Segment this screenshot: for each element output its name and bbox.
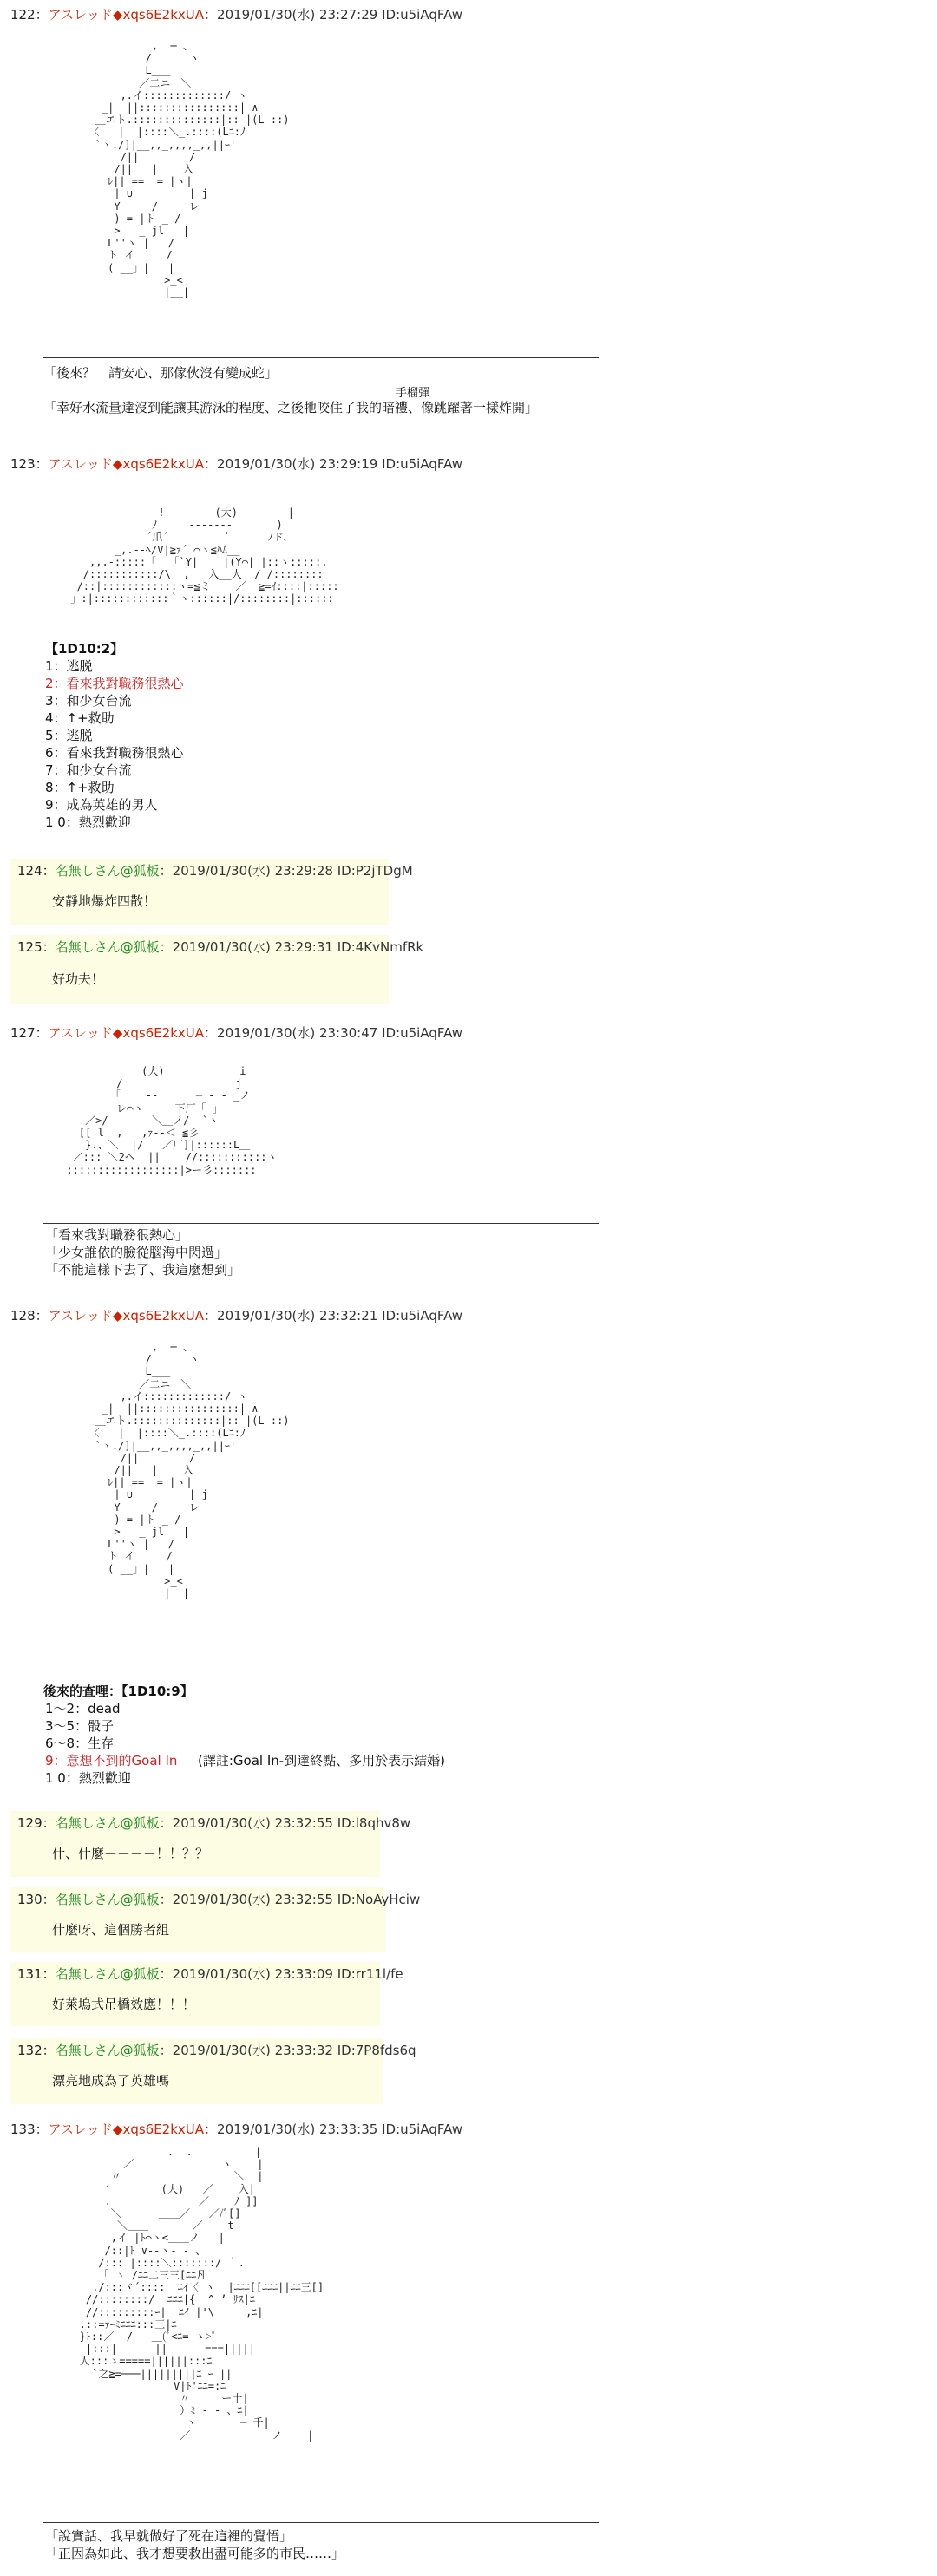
- post-number[interactable]: 125：: [17, 939, 56, 955]
- roll-option: 1～2：dead: [45, 1701, 121, 1716]
- post-line: 「說實話、我早就做好了死在這裡的覺悟」: [45, 2528, 293, 2544]
- post-number[interactable]: 124：: [17, 863, 56, 879]
- post-number[interactable]: 123：: [10, 456, 49, 472]
- poster-name: アスレッド: [48, 7, 113, 23]
- post-line: 「正因為如此、我才想要救出盡可能多的市民……」: [45, 2546, 345, 2561]
- post-number[interactable]: 133：: [10, 2122, 49, 2137]
- poster-trip: ◆xqs6E2kxUA: [112, 7, 205, 23]
- post-meta: ：2019/01/30(水) 23:29:28 ID:P2jTDgM: [159, 863, 413, 879]
- post-line: 「不能這樣下去了、我這麼想到」: [45, 1262, 241, 1278]
- post-line: 「看來我對職務很熱心」: [45, 1227, 189, 1243]
- roll-option: 5：逃脱: [45, 728, 93, 743]
- roll-option: 2：看來我對職務很熱心: [45, 676, 184, 691]
- post-meta: ：2019/01/30(水) 23:29:19 ID:u5iAqFAw: [204, 456, 463, 472]
- roll-option: 3～5：骰子: [45, 1718, 115, 1734]
- roll-option: 1 0：熱烈歡迎: [45, 814, 131, 830]
- roll-option: 8：↑+救助: [45, 780, 115, 795]
- post-number[interactable]: 130：: [17, 1892, 56, 1907]
- post-number[interactable]: 129：: [17, 1815, 56, 1831]
- dice-roll: 【1D10:2】: [45, 641, 124, 657]
- post-body: 好功夫！: [52, 971, 105, 987]
- poster-name: アスレッド: [48, 1308, 113, 1324]
- roll-option: 6～8：生存: [45, 1736, 115, 1751]
- divider: [43, 357, 599, 358]
- post-124: [10, 859, 413, 925]
- roll-option: 9：成為英雄的男人: [45, 797, 158, 813]
- post-body: 什麼呀、這個勝者組: [52, 1922, 170, 1938]
- post-meta: ：2019/01/30(水) 23:33:09 ID:rr11l/fe: [159, 1966, 403, 1982]
- post-meta: ：2019/01/30(水) 23:33:32 ID:7P8fds6q: [159, 2043, 416, 2058]
- post-header: [10, 456, 462, 472]
- post-line: 「幸好水流量達沒到能讓其游泳的程度、之後牠咬住了我的暗禮、像跳躍著一樣炸開」: [43, 400, 539, 415]
- roll-option: 4：↑+救助: [45, 710, 115, 726]
- post-number[interactable]: 128：: [10, 1308, 49, 1324]
- post-meta: ：2019/01/30(水) 23:27:29 ID:u5iAqFAw: [204, 7, 463, 23]
- post-header: [10, 1308, 462, 1324]
- roll-option: 1：逃脱: [45, 658, 93, 674]
- poster-name: 名無しさん@狐板: [55, 2043, 160, 2058]
- post-header: [17, 1815, 410, 1831]
- post-129: [10, 1811, 411, 1877]
- post-body: 好萊塢式吊橋效應！！！: [52, 1997, 196, 2012]
- post-meta: ：2019/01/30(水) 23:33:35 ID:u5iAqFAw: [204, 2122, 463, 2137]
- post-header: [10, 7, 462, 23]
- post-header: [17, 1892, 420, 1907]
- poster-name: 名無しさん@狐板: [55, 863, 160, 879]
- ascii-art: (大) i / j 「 ‐‐ ─ ‐ ‐ _ノ レ⌒ヽ 下厂「 」 ／>/ ＼＿ノ/ `ヽ [[ l , ,ｧ‐-＜ ≦彡 }.、＼ |/ ／厂]|::::::L＿ ／::: ＼2ヘ || //:::::::::::ヽ ::::::::::::::::::|>ー彡:::::::: [66, 1065, 278, 1176]
- post-meta: ：2019/01/30(水) 23:30:47 ID:u5iAqFAw: [204, 1025, 463, 1041]
- post-line: 「後來？ 請安心、那傢伙沒有變成蛇」: [43, 365, 278, 381]
- divider: [43, 2522, 599, 2523]
- poster-name: 名無しさん@狐板: [55, 1966, 160, 1982]
- translator-note: (譯註:Goal In-到達終點、多用於表示結婚): [198, 1753, 446, 1769]
- poster-name: 名無しさん@狐板: [55, 1815, 160, 1831]
- post-header: [17, 1966, 403, 1982]
- poster-name: 名無しさん@狐板: [55, 1892, 160, 1907]
- post-body: 什、什麼－－－－！！？？: [52, 1846, 209, 1861]
- poster-trip: ◆xqs6E2kxUA: [112, 1025, 205, 1041]
- post-body: 漂亮地成為了英雄嗎: [52, 2073, 170, 2089]
- post-meta: ：2019/01/30(水) 23:32:21 ID:u5iAqFAw: [204, 1308, 463, 1324]
- post-header: [17, 2043, 416, 2058]
- poster-name: 名無しさん@狐板: [55, 939, 160, 955]
- roll-option: 3：和少女台流: [45, 693, 132, 709]
- roll-option: 9：意想不到的Goal In: [45, 1753, 178, 1769]
- post-131: [10, 1962, 403, 2026]
- post-number[interactable]: 122：: [10, 7, 49, 23]
- post-body: 安靜地爆炸四散！: [52, 893, 157, 909]
- ascii-art: , ─ 、 / ヽ L___」 ／二ニ＿＼ ,.イ:::::::::::::/ ヽ _| ||::::::::::::::::| ∧ ＿エト.::::::::::::::|:: |(L ::) 〈 | |::::＼_.::::(Lﾆ:ﾉ `ヽ./]|__,,_,,,,_,,||ｰ' /|| / /|| | 入 ﾚ|| == = |ヽ| | ∪ | | j Y /| レ ) = |ト _ / > _ jl | Г''ヽ | / ト イ / ( __」| | >_< |__|: [88, 40, 290, 299]
- post-meta: ：2019/01/30(水) 23:32:55 ID:NoAyHciw: [159, 1892, 421, 1907]
- roll-option: 7：和少女台流: [45, 762, 132, 778]
- post-header: [17, 863, 413, 879]
- post-125: [10, 935, 424, 1004]
- roll-option: 6：看來我對職務很熱心: [45, 745, 184, 761]
- post-meta: ：2019/01/30(水) 23:32:55 ID:l8qhv8w: [159, 1815, 411, 1831]
- poster-name: アスレッド: [48, 456, 113, 472]
- poster-name: アスレッド: [48, 1025, 113, 1041]
- post-number[interactable]: 132：: [17, 2043, 56, 2058]
- post-130: [10, 1887, 421, 1952]
- post-number[interactable]: 131：: [17, 1966, 56, 1982]
- post-line: 「少女誰依的臉從腦海中閃過」: [45, 1245, 228, 1260]
- post-header: [10, 2122, 462, 2137]
- poster-trip: ◆xqs6E2kxUA: [112, 2122, 205, 2137]
- ruby-text: 手榴彈: [396, 387, 430, 400]
- post-meta: ：2019/01/30(水) 23:29:31 ID:4KvNmfRk: [159, 939, 424, 955]
- poster-name: アスレッド: [48, 2122, 113, 2137]
- poster-trip: ◆xqs6E2kxUA: [112, 1308, 205, 1324]
- post-header: [17, 939, 423, 955]
- ascii-art: . . | ／ ヽ | 〃 ＼ | ′ (大) ／ 入| . ／ ﾉ ]] ＼ ＿＿／ ／/ﾞ[] ＼＿＿ ／ t ,イ |ﾄ⌒ヽ<＿＿ノ | /::|ﾄ ∨‐‐ヽ- ‐ 、 /::: |::::＼:::::::/ ｀. 「 ヽ /ﾆﾆ二三三[ﾆﾆ凡 ./:::ヾ´:::: ﾆｲ〈 ヽ |ﾆﾆﾆ[[ﾆﾆﾆ||ﾆﾆ三[] //::::::::/ ﾆﾆﾆ|{ ^ ’ ｻｽ|ﾆ //:::::::::ｰ| ﾆｲ |'\ __,ﾆ| .::=ｧｰﾐﾆﾆﾆ:::三|ﾆ }ﾄ::／ / ＿(ﾞ<ﾆ=-ゝ>ﾟ |:::| || ===||||| 人:::ゝ=====||||||:::ﾆ `之≧=───|||||||||ﾆ ｰ || V|ﾄ'ﾆﾆ=:ﾆ 〃 ー十| ）ﾐ ‐ ‐ 、ﾆ| ヽ ─ 千| ／ ノ |: [79, 2146, 324, 2442]
- roll-option: 1 0：熱烈歡迎: [45, 1770, 131, 1786]
- dice-roll: 後來的查哩：【1D10:9】: [43, 1684, 193, 1699]
- ascii-art: , ─ 、 / ヽ L___」 ／二ニ＿＼ ,.イ:::::::::::::/ ヽ _| ||::::::::::::::::| ∧ ＿エト.::::::::::::::|:: |(L ::) 〈 | |::::＼_.::::(Lﾆ:ﾉ `ヽ./]|__,,_,,,,_,,||ｰ' /|| / /|| | 入 ﾚ|| == = |ヽ| | ∪ | | j Y /| レ ) = |ト _ / > _ jl | Г''ヽ | / ト イ / ( __」| | >_< |__|: [88, 1341, 290, 1600]
- post-header: [10, 1025, 462, 1041]
- post-number[interactable]: 127：: [10, 1025, 49, 1041]
- post-132: [10, 2038, 416, 2104]
- ascii-art: ! (大) | ﾉ ‐‐‐‐-‐‐ ) ´爪´ ﾞ ﾉド、 _,.--ﾍ/V|≧ｧ´ ⌒ヽ≦ﾊﾑ__ ,,.-:::::「 「`Y| |(Y⌒| |::ヽ:::::. /:::::::::::/\ , 入__人 / /:::::::: /::|::::::::::::ヽ=≦ミ ／ ≧=ｲ::::|::::: 」:|::::::::::::｀ヽ::::::|/::::::::|::::::: [70, 507, 339, 605]
- poster-trip: ◆xqs6E2kxUA: [112, 456, 205, 472]
- divider: [43, 1223, 599, 1224]
